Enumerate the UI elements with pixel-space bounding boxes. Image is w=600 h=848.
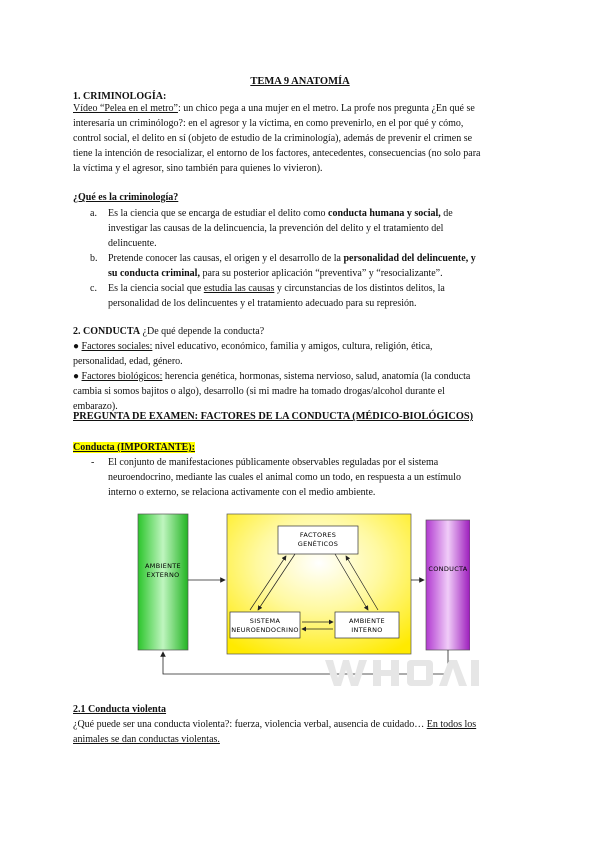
video-text: : un chico pega a una mujer en el metro. La profe nos pregunta ¿En qué se [177, 103, 475, 114]
conducta-highlight: Conducta (IMPORTANTE): [73, 442, 195, 453]
page-title: TEMA 9 ANATOMÍA [250, 76, 350, 87]
definition-line-2: neuroendocrino, mediante las cuales el animal como un todo, en respuesta a un estímulo [108, 472, 461, 483]
item-a-line-3: delincuente. [108, 238, 157, 249]
section-2-1-heading: 2.1 Conducta violenta [73, 704, 167, 715]
biological-factors-line-2: cambia si somos bajitos o algo), desarrollo (si mi madre ha tomado drogas/alcohol durante el [73, 386, 445, 397]
item-a-text: Es la ciencia que se encarga de estudiar el delito como [108, 208, 328, 219]
bullet-icon: ● [73, 371, 80, 382]
item-c-text: Es la ciencia social que [108, 283, 204, 294]
definition-line-3: interno o externo, se relaciona activamente con el medio ambiente. [108, 487, 376, 498]
section-2-1-line-1 [73, 717, 476, 733]
section-1-paragraph-line-2: interesaría un criminólogo?: en el agresor y la víctima, en como prevenirlo, en el por qué y cómo, [73, 118, 464, 129]
section-2-1-underlined: En todos los [426, 719, 477, 730]
item-a-line-1 [108, 206, 453, 222]
biological-factors-text: herencia genética, hormonas, sistema nervioso, salud, anatomía (la conducta [162, 371, 471, 382]
definition-dash: - [91, 457, 95, 468]
item-b-line-2 [108, 266, 443, 282]
item-a-tail: de [440, 208, 453, 219]
section-1-paragraph-line-4: tiene la intención de resocializar, el entorno de los factores, antecedentes, consecuencias (no solo para [73, 148, 481, 159]
watermark-logo [325, 658, 485, 688]
ambiente-externo-label-1: AMBIENTE [145, 562, 181, 570]
sistema-neuroendocrino-box [230, 612, 300, 638]
video-label: Vídeo “Pelea en el metro” [73, 103, 178, 114]
social-factors-label: Factores sociales: [81, 341, 153, 352]
section-1-paragraph-line-5: la víctima y el agresor, sino también para quienes lo vivieron). [73, 163, 323, 174]
item-c-letter: c. [90, 283, 97, 294]
item-c-underlined: estudia las causas [203, 283, 275, 294]
item-a-line-2: investigar las causas de la delincuencia, la prevención del delito y el tratamiento del [108, 223, 444, 234]
ambiente-interno-label-2: INTERNO [351, 626, 383, 634]
bullet-icon: ● [73, 341, 80, 352]
conducta-block-label: CONDUCTA [428, 565, 468, 573]
ambiente-interno-label-1: AMBIENTE [349, 617, 385, 625]
section-2-1-line-2: animales se dan conductas violentas. [73, 734, 220, 745]
section-1-paragraph-line-3: control social, el delito en sí (objeto de estudio de la criminología), además de prevenir el crimen se [73, 133, 473, 144]
factores-geneticos-label-2: GENÉTICOS [297, 540, 339, 548]
criminology-question-heading: ¿Qué es la criminología? [73, 192, 179, 203]
item-a-letter: a. [90, 208, 97, 219]
section-2-question: ¿De qué depende la conducta? [140, 326, 265, 337]
biological-factors-label: Factores biológicos: [81, 371, 163, 382]
section-2-title: 2. CONDUCTA [73, 326, 141, 337]
item-b-bold: personalidad del delincuente, y [343, 253, 476, 264]
item-b-letter: b. [90, 253, 98, 264]
sistema-label-2: NEUROENDOCRINO [231, 626, 299, 634]
section-2-heading [73, 324, 264, 340]
section-2-1-text: ¿Qué puede ser una conducta violenta?: fuerza, violencia verbal, ausencia de cuidado… [73, 719, 427, 730]
ambiente-externo-label-2: EXTERNO [146, 571, 180, 579]
section-1-heading: 1. CRIMINOLOGÍA: [73, 91, 167, 102]
item-c-line-1 [108, 281, 445, 297]
sistema-label-1: SISTEMA [249, 617, 281, 625]
item-b-line-1 [108, 251, 476, 267]
item-b-tail: para su posterior aplicación “preventiva” y “resocializante”. [199, 268, 443, 279]
item-b-bold-2: su conducta criminal, [108, 268, 200, 279]
factores-geneticos-label-1: FACTORES [299, 531, 337, 539]
conducta-block [426, 520, 470, 650]
item-a-bold: conducta humana y social, [328, 208, 441, 219]
item-c-line-2: personalidad de los delincuentes y el tratamiento adecuado para su represión. [108, 298, 417, 309]
conducta-label [73, 440, 195, 456]
social-factors-line-2: personalidad, edad, género. [73, 356, 183, 367]
definition-line-1: El conjunto de manifestaciones públicamente observables reguladas por el sistema [108, 457, 439, 468]
ambiente-interno-box [335, 612, 399, 638]
exam-question-heading: PREGUNTA DE EXAMEN: FACTORES DE LA CONDUCTA (MÉDICO-BIOLÓGICOS) [73, 411, 473, 422]
social-factors-text: nivel educativo, económico, familia y amigos, cultura, religión, ética, [152, 341, 433, 352]
ambiente-externo-block [138, 514, 188, 650]
biological-factors-line-3: embarazo). [73, 401, 118, 412]
biological-factors-line-1 [73, 369, 470, 385]
item-b-text: Pretende conocer las causas, el origen y el desarrollo de la [108, 253, 344, 264]
section-1-paragraph-line-1 [73, 101, 475, 117]
item-c-tail: y circunstancias de los distintos delitos, la [274, 283, 445, 294]
social-factors-line-1 [73, 339, 433, 355]
